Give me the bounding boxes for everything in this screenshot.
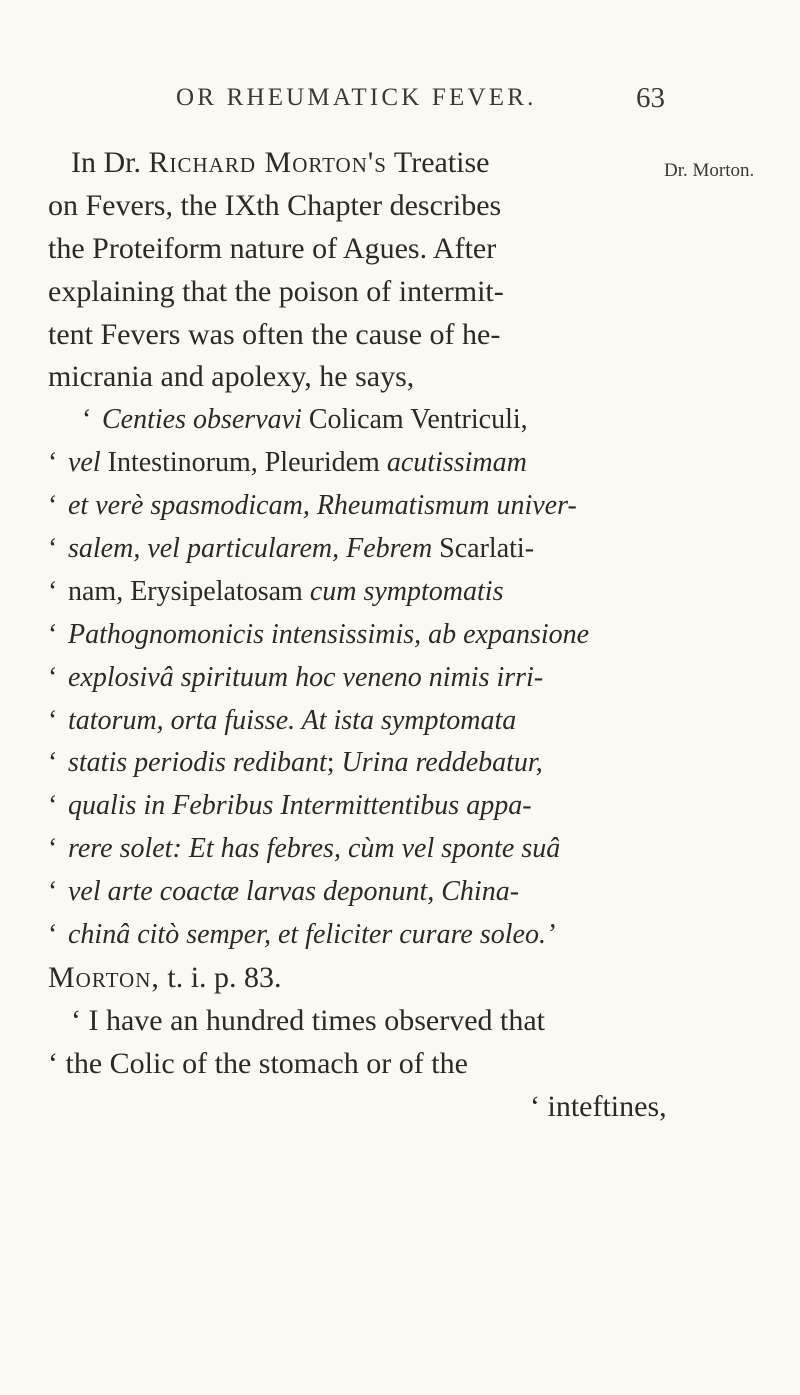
- text-line: In Dr. Richard Morton's Treatise: [71, 146, 490, 179]
- latin-quote-line: ‘ et verè spasmodicam, Rheumatismum univer-: [48, 490, 577, 522]
- latin-quote-line: ‘ statis periodis redibant; Urina reddebatur,: [48, 747, 543, 779]
- text-line: micrania and apolexy, he says,: [48, 360, 415, 394]
- latin-quote-line: ‘ Centies observavi Colicam Ventriculi,: [82, 404, 528, 436]
- text-line: explaining that the poison of intermit-: [48, 274, 504, 308]
- body-text: [48, 142, 667, 1128]
- latin-quote-line: ‘ nam, Erysipelatosam cum symptomatis: [48, 575, 504, 607]
- margin-note: Dr. Morton.: [664, 160, 755, 181]
- latin-quote-line: ‘ vel arte coactæ larvas deponunt, China-: [48, 876, 520, 908]
- citation-line: Morton, t. i. p. 83.: [48, 960, 282, 994]
- text-line: ‘ the Colic of the stomach or of the: [48, 1046, 468, 1080]
- catchword-line: ‘ inteftines,: [530, 1089, 667, 1123]
- latin-quote-line: ‘ Pathognomonicis intensissimis, ab expansione: [48, 618, 590, 650]
- latin-quote-line: ‘ tatorum, orta fuisse. At ista symptomata: [48, 704, 517, 736]
- latin-quote-line: ‘ salem, vel particularem, Febrem Scarlati-: [48, 533, 535, 565]
- latin-quote-line: ‘ vel Intestinorum, Pleuridem acutissimam: [48, 447, 527, 479]
- latin-quote-line: ‘ chinâ citò semper, et feliciter curare soleo.’: [48, 919, 556, 951]
- text-line: tent Fevers was often the cause of he-: [48, 317, 501, 351]
- running-head: [0, 84, 800, 124]
- page-number: 63: [636, 82, 665, 114]
- running-title: OR RHEUMATICK FEVER.: [176, 84, 537, 111]
- text-line: ‘ I have an hundred times observed that: [71, 1003, 546, 1037]
- latin-quote-line: ‘ rere solet: Et has febres, cùm vel sponte suâ: [48, 833, 561, 865]
- text-line: on Fevers, the IXth Chapter describes: [48, 188, 502, 222]
- latin-quote-line: ‘ explosivâ spirituum hoc veneno nimis irri-: [48, 661, 544, 693]
- text-line: the Proteiform nature of Agues. After: [48, 231, 497, 265]
- latin-quote-line: ‘ qualis in Febribus Intermittentibus appa-: [48, 790, 532, 822]
